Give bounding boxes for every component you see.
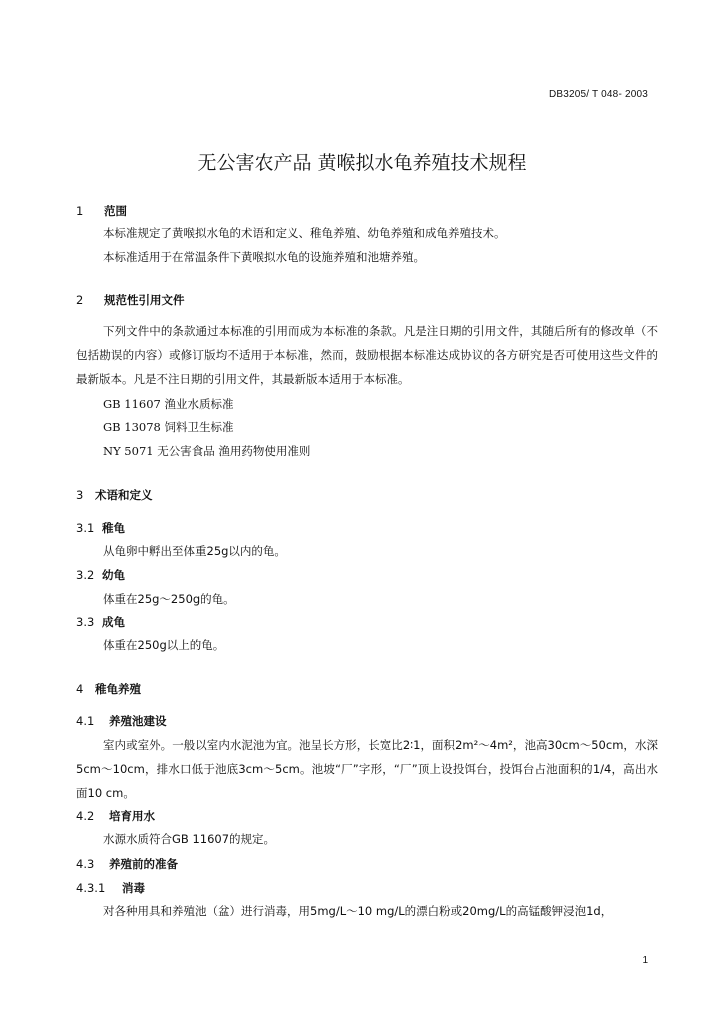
section-number: 4.3.1	[76, 881, 106, 895]
section-2-paragraph: 下列文件中的条款通过本标准的引用而成为本标准的条款。凡是注日期的引用文件，其随后所有的修改单（不包括勘误的内容）或修订版均不适用于本标准，然而，鼓励根据本标准达成协议的各方研究是否可使用这些文件的最新版本。凡是不注日期的引用文件，其最新版本适用于本标准。	[76, 324, 658, 386]
section-title: 成龟	[102, 615, 125, 629]
section-title: 培育用水	[109, 809, 155, 823]
document-title: 无公害农产品 黄喉拟水龟养殖技术规程	[197, 152, 527, 174]
section-number: 3.3	[76, 615, 95, 629]
subsection-4-1-text: 室内或室外。一般以室内水泥池为宜。池呈长方形，长宽比2∶1，面积2m²～4m²，池高30cm～50cm，水深5cm～10cm，排水口低于池底3cm～5cm。池坡“厂”字形，“厂”顶上设投饵台，投饵台占池面积的1/4，高出水面10 cm。	[76, 738, 658, 800]
section-title: 养殖池建设	[109, 714, 167, 728]
subsection-3-2-heading	[76, 567, 724, 583]
section-2-heading	[76, 292, 724, 308]
section-1-paragraph-2: 本标准适用于在常温条件下黄喉拟水龟的设施养殖和池塘养殖。	[103, 250, 425, 264]
section-3-heading	[76, 487, 724, 503]
definition-text: 从龟卵中孵出至体重25g以内的龟。	[103, 544, 286, 558]
section-title: 规范性引用文件	[104, 293, 185, 307]
section-number: 4.1	[76, 714, 95, 728]
page-number: 1	[642, 955, 648, 966]
document-code: DB3205/ T 048- 2003	[548, 89, 648, 100]
subsection-4-3-1-text: 对各种用具和养殖池（盆）进行消毒，用5mg/L～10 mg/L的漂白粉或20mg/L的高锰酸钾浸泡1d，	[103, 904, 613, 918]
section-title: 幼龟	[102, 568, 125, 582]
subsection-4-2-text: 水源水质符合GB 11607的规定。	[103, 832, 276, 846]
section-1-paragraph-1: 本标准规定了黄喉拟水龟的术语和定义、稚龟养殖、幼龟养殖和成龟养殖技术。	[103, 226, 506, 240]
section-number: 3	[76, 488, 84, 502]
section-number: 4.3	[76, 857, 95, 871]
section-number: 4	[76, 682, 84, 696]
section-title: 术语和定义	[95, 488, 153, 502]
section-number: 1	[76, 204, 84, 218]
subsection-4-3-heading	[76, 856, 724, 872]
reference-item: NY 5071 无公害食品 渔用药物使用准则	[103, 444, 311, 458]
section-title: 养殖前的准备	[109, 857, 178, 871]
subsection-4-2-heading	[76, 808, 724, 824]
subsection-4-3-1-heading	[76, 880, 724, 896]
section-1-heading	[76, 203, 724, 219]
subsection-3-3-heading	[76, 614, 724, 630]
section-title: 消毒	[122, 881, 145, 895]
definition-text: 体重在25g～250g的龟。	[103, 592, 235, 606]
subsection-4-1-heading	[76, 713, 724, 729]
section-4-heading	[76, 681, 724, 697]
reference-item: GB 13078 饲料卫生标准	[103, 420, 234, 434]
section-number: 2	[76, 293, 84, 307]
section-number: 4.2	[76, 809, 95, 823]
definition-text: 体重在250g以上的龟。	[103, 638, 225, 652]
section-title: 稚龟	[102, 521, 125, 535]
reference-item: GB 11607 渔业水质标准	[103, 397, 234, 411]
section-title: 范围	[104, 204, 127, 218]
section-number: 3.1	[76, 521, 95, 535]
subsection-3-1-heading	[76, 520, 724, 536]
section-title: 稚龟养殖	[95, 682, 141, 696]
section-number: 3.2	[76, 568, 95, 582]
